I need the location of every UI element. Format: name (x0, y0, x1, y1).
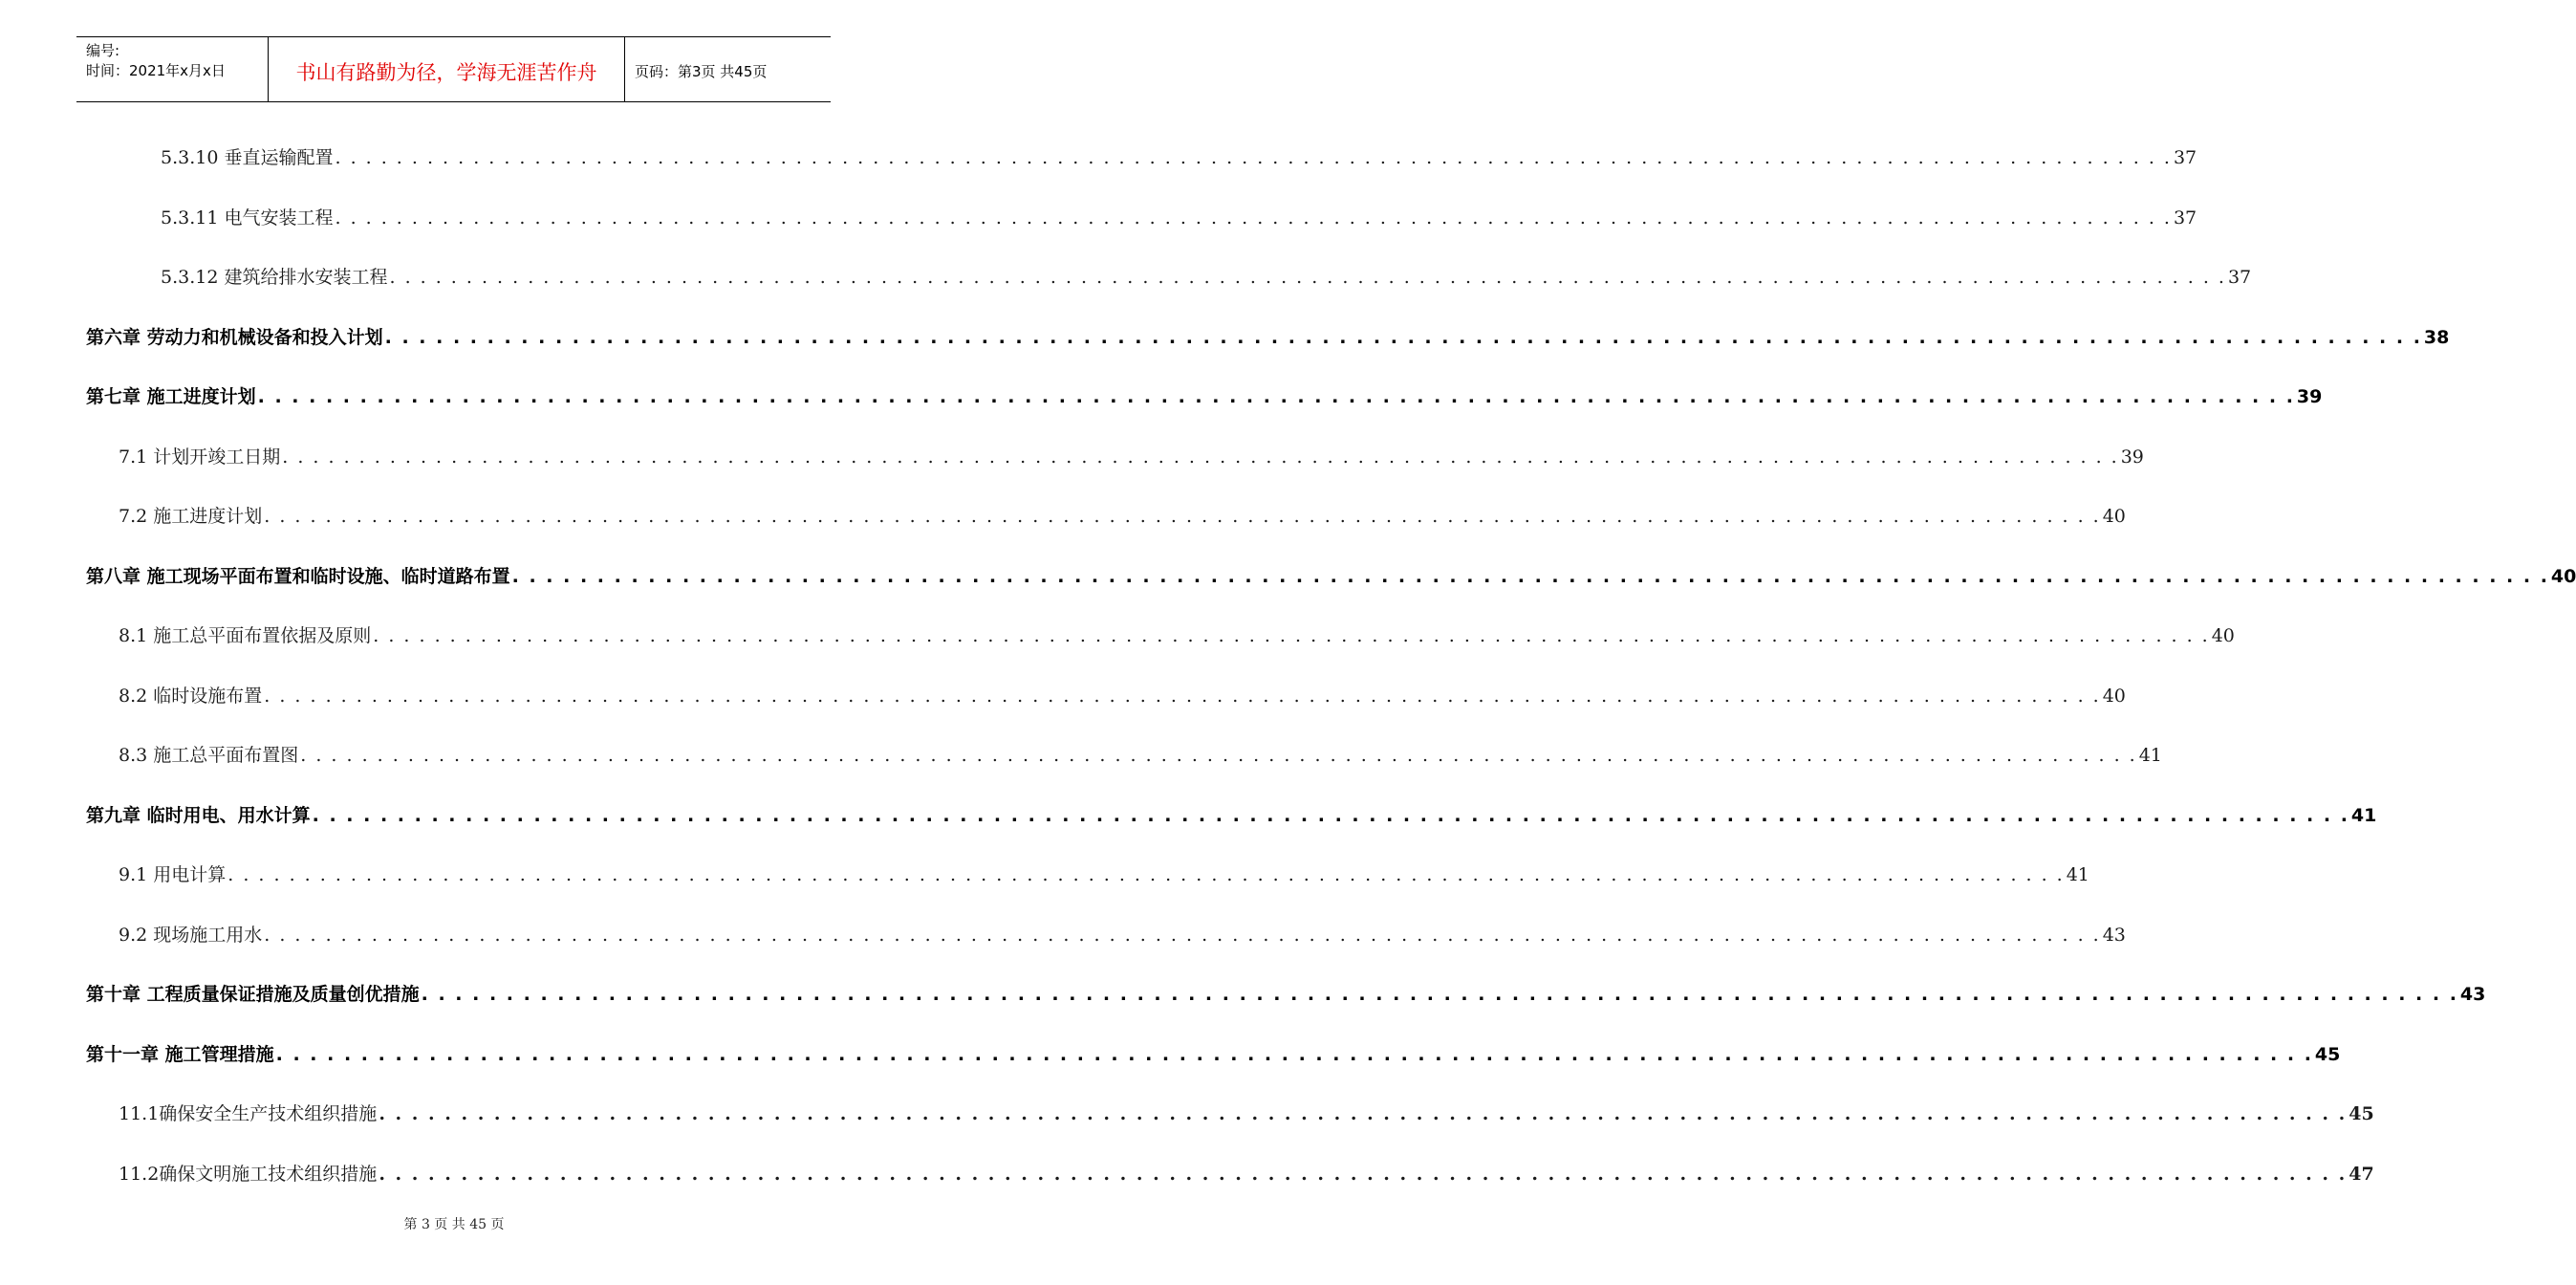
toc-entry[interactable] (161, 204, 2197, 232)
toc-entry-page: 41 (2066, 864, 2089, 885)
toc-entry-page: 45 (2349, 1103, 2374, 1124)
toc-entry-label: 11.1确保安全生产技术组织措施 (119, 1103, 378, 1124)
toc-leader-dots: . . . . . . . . . . . . . . . . . . . . . . . . . . . . . . . . . . . . . . . . . . . . . . . . . . . . . . . . . . . . . . . . . . . . . . . . . . . . . . . . . . . . . . . . . . . . . . . . . . . . . . . . . . . . . . . . . . . . . . . . (335, 207, 2172, 229)
toc-entry-label: 7.2 施工进度计划 (119, 506, 263, 527)
toc-leader-dots: . . . . . . . . . . . . . . . . . . . . . . . . . . . . . . . . . . . . . . . . . . . . . . . . . . . . . . . . . . . . . . . . . . . . . . . . . . . . . . . . . . . . . . . . . . . . . . . . . . . . . . . . . . . . . . . . . . . . . . . . (421, 984, 2458, 1005)
page-footer: 第 3 页 共 45 页 (403, 1217, 505, 1232)
toc-entry-label: 11.2确保文明施工技术组织措施 (119, 1163, 378, 1185)
toc-entry-label: 8.1 施工总平面布置依据及原则 (119, 625, 372, 646)
toc-entry-page: 41 (2138, 745, 2162, 766)
toc-leader-dots: . . . . . . . . . . . . . . . . . . . . . . . . . . . . . . . . . . . . . . . . . . . . . . . . . . . . . . . . . . . . . . . . . . . . . . . . . . . . . . . . . . . . . . . . . . . . . . . . . . . . . . . . . . . . . . . . . . . . . . . . (282, 446, 2119, 468)
toc-entry-label: 第七章 施工进度计划 (86, 386, 256, 407)
toc-leader-dots: . . . . . . . . . . . . . . . . . . . . . . . . . . . . . . . . . . . . . . . . . . . . . . . . . . . . . . . . . . . . . . . . . . . . . . . . . . . . . . . . . . . . . . . . . . . . . . . . . . . . . . . . . . . . . . . . . . . . . . . . (264, 924, 2101, 946)
toc-leader-dots: . . . . . . . . . . . . . . . . . . . . . . . . . . . . . . . . . . . . . . . . . . . . . . . . . . . . . . . . . . . . . . . . . . . . . . . . . . . . . . . . . . . . . . . . . . . . . . . . . . . . . . . . . . . . . . . . . . . . . . . . (379, 1163, 2348, 1185)
toc-entry-page: 41 (2350, 804, 2377, 826)
toc-entry-label: 第八章 施工现场平面布置和临时设施、临时道路布置 (86, 565, 510, 587)
toc-entry-page: 45 (2314, 1043, 2341, 1065)
toc-entry[interactable] (119, 1160, 2374, 1188)
toc-entry-label: 5.3.11 电气安装工程 (161, 207, 334, 229)
toc-entry[interactable] (161, 263, 2252, 292)
toc-leader-dots: . . . . . . . . . . . . . . . . . . . . . . . . . . . . . . . . . . . . . . . . . . . . . . . . . . . . . . . . . . . . . . . . . . . . . . . . . . . . . . . . . . . . . . . . . . . . . . . . . . . . . . . . . . . . . . . . . . . . . . . . (264, 685, 2101, 707)
toc-entry-label: 5.3.10 垂直运输配置 (161, 147, 334, 168)
toc-entry-page: 40 (2102, 685, 2126, 707)
toc-entry[interactable] (86, 980, 2486, 1009)
toc-entry[interactable] (119, 502, 2126, 531)
toc-entry-page: 40 (2550, 565, 2576, 587)
toc-entry[interactable] (86, 801, 2377, 830)
toc-entry-label: 7.1 计划开竣工日期 (119, 446, 281, 468)
toc-entry[interactable] (86, 1040, 2341, 1069)
document-number-label: 编号: (86, 42, 120, 59)
toc-entry-page: 43 (2459, 984, 2486, 1005)
toc-entry[interactable] (86, 382, 2323, 411)
toc-entry[interactable] (119, 682, 2126, 710)
document-time-label: 时间：2021年x月x日 (86, 62, 226, 79)
toc-entry[interactable] (119, 860, 2089, 889)
toc-leader-dots: . . . . . . . . . . . . . . . . . . . . . . . . . . . . . . . . . . . . . . . . . . . . . . . . . . . . . . . . . . . . . . . . . . . . . . . . . . . . . . . . . . . . . . . . . . . . . . . . . . . . . . . . . . . . . . . . . . . . . . . . (275, 1043, 2313, 1065)
header-left-cell (76, 37, 269, 101)
toc-leader-dots: . . . . . . . . . . . . . . . . . . . . . . . . . . . . . . . . . . . . . . . . . . . . . . . . . . . . . . . . . . . . . . . . . . . . . . . . . . . . . . . . . . . . . . . . . . . . . . . . . . . . . . . . . . . . . . . . . . . . . . . . (373, 625, 2210, 646)
toc-leader-dots: . . . . . . . . . . . . . . . . . . . . . . . . . . . . . . . . . . . . . . . . . . . . . . . . . . . . . . . . . . . . . . . . . . . . . . . . . . . . . . . . . . . . . . . . . . . . . . . . . . . . . . . . . . . . . . . . . . . . . . . . (300, 745, 2137, 766)
toc-leader-dots: . . . . . . . . . . . . . . . . . . . . . . . . . . . . . . . . . . . . . . . . . . . . . . . . . . . . . . . . . . . . . . . . . . . . . . . . . . . . . . . . . . . . . . . . . . . . . . . . . . . . . . . . . . . . . . . . . . . . . . . . (384, 326, 2422, 348)
toc-leader-dots: . . . . . . . . . . . . . . . . . . . . . . . . . . . . . . . . . . . . . . . . . . . . . . . . . . . . . . . . . . . . . . . . . . . . . . . . . . . . . . . . . . . . . . . . . . . . . . . . . . . . . . . . . . . . . . . . . . . . . . . . (312, 804, 2349, 826)
header-motto: 书山有路勤为径，学海无涯苦作舟 (269, 37, 625, 101)
toc-entry-page: 43 (2102, 924, 2126, 946)
toc-entry-page: 40 (2211, 625, 2235, 646)
toc-entry-page: 37 (2173, 207, 2197, 229)
toc-entry-page: 47 (2349, 1163, 2374, 1185)
toc-leader-dots: . . . . . . . . . . . . . . . . . . . . . . . . . . . . . . . . . . . . . . . . . . . . . . . . . . . . . . . . . . . . . . . . . . . . . . . . . . . . . . . . . . . . . . . . . . . . . . . . . . . . . . . . . . . . . . . . . . . . . . . . (335, 147, 2172, 168)
toc-leader-dots: . . . . . . . . . . . . . . . . . . . . . . . . . . . . . . . . . . . . . . . . . . . . . . . . . . . . . . . . . . . . . . . . . . . . . . . . . . . . . . . . . . . . . . . . . . . . . . . . . . . . . . . . . . . . . . . . . . . . . . . . (227, 864, 2065, 885)
toc-entry-page: 37 (2227, 267, 2252, 288)
toc-entry-label: 8.3 施工总平面布置图 (119, 745, 299, 766)
toc-entry-page: 38 (2423, 326, 2450, 348)
toc-entry[interactable] (119, 1100, 2374, 1128)
toc-entry-label: 9.1 用电计算 (119, 864, 227, 885)
toc-entry[interactable] (119, 921, 2126, 949)
toc-entry[interactable] (86, 562, 2576, 591)
toc-leader-dots: . . . . . . . . . . . . . . . . . . . . . . . . . . . . . . . . . . . . . . . . . . . . . . . . . . . . . . . . . . . . . . . . . . . . . . . . . . . . . . . . . . . . . . . . . . . . . . . . . . . . . . . . . . . . . . . . . . . . . . . . (511, 565, 2549, 587)
toc-entry[interactable] (119, 741, 2162, 770)
toc-entry-page: 39 (2120, 446, 2144, 468)
toc-entry[interactable] (119, 443, 2144, 471)
toc-entry-label: 9.2 现场施工用水 (119, 924, 263, 946)
toc-entry[interactable] (86, 323, 2450, 352)
toc-entry-label: 5.3.12 建筑给排水安装工程 (161, 267, 388, 288)
toc-entry-page: 37 (2173, 147, 2197, 168)
toc-entry-label: 8.2 临时设施布置 (119, 685, 263, 707)
toc-leader-dots: . . . . . . . . . . . . . . . . . . . . . . . . . . . . . . . . . . . . . . . . . . . . . . . . . . . . . . . . . . . . . . . . . . . . . . . . . . . . . . . . . . . . . . . . . . . . . . . . . . . . . . . . . . . . . . . . . . . . . . . . (264, 506, 2101, 527)
toc-entry[interactable] (161, 143, 2197, 172)
header-page-info: 页码：第3页 共45页 (635, 63, 768, 80)
toc-leader-dots: . . . . . . . . . . . . . . . . . . . . . . . . . . . . . . . . . . . . . . . . . . . . . . . . . . . . . . . . . . . . . . . . . . . . . . . . . . . . . . . . . . . . . . . . . . . . . . . . . . . . . . . . . . . . . . . . . . . . . . . . (389, 267, 2226, 288)
page-header (76, 36, 831, 102)
toc-entry-page: 40 (2102, 506, 2126, 527)
toc-entry[interactable] (119, 621, 2235, 650)
toc-leader-dots: . . . . . . . . . . . . . . . . . . . . . . . . . . . . . . . . . . . . . . . . . . . . . . . . . . . . . . . . . . . . . . . . . . . . . . . . . . . . . . . . . . . . . . . . . . . . . . . . . . . . . . . . . . . . . . . . . . . . . . . . (379, 1103, 2348, 1124)
toc-entry-label: 第十一章 施工管理措施 (86, 1043, 274, 1065)
toc-entry-label: 第十章 工程质量保证措施及质量创优措施 (86, 984, 420, 1005)
toc-entry-label: 第九章 临时用电、用水计算 (86, 804, 311, 826)
toc-leader-dots: . . . . . . . . . . . . . . . . . . . . . . . . . . . . . . . . . . . . . . . . . . . . . . . . . . . . . . . . . . . . . . . . . . . . . . . . . . . . . . . . . . . . . . . . . . . . . . . . . . . . . . . . . . . . . . . . . . . . . . . . (257, 386, 2295, 407)
toc-entry-page: 39 (2296, 386, 2323, 407)
toc-entry-label: 第六章 劳动力和机械设备和投入计划 (86, 326, 383, 348)
